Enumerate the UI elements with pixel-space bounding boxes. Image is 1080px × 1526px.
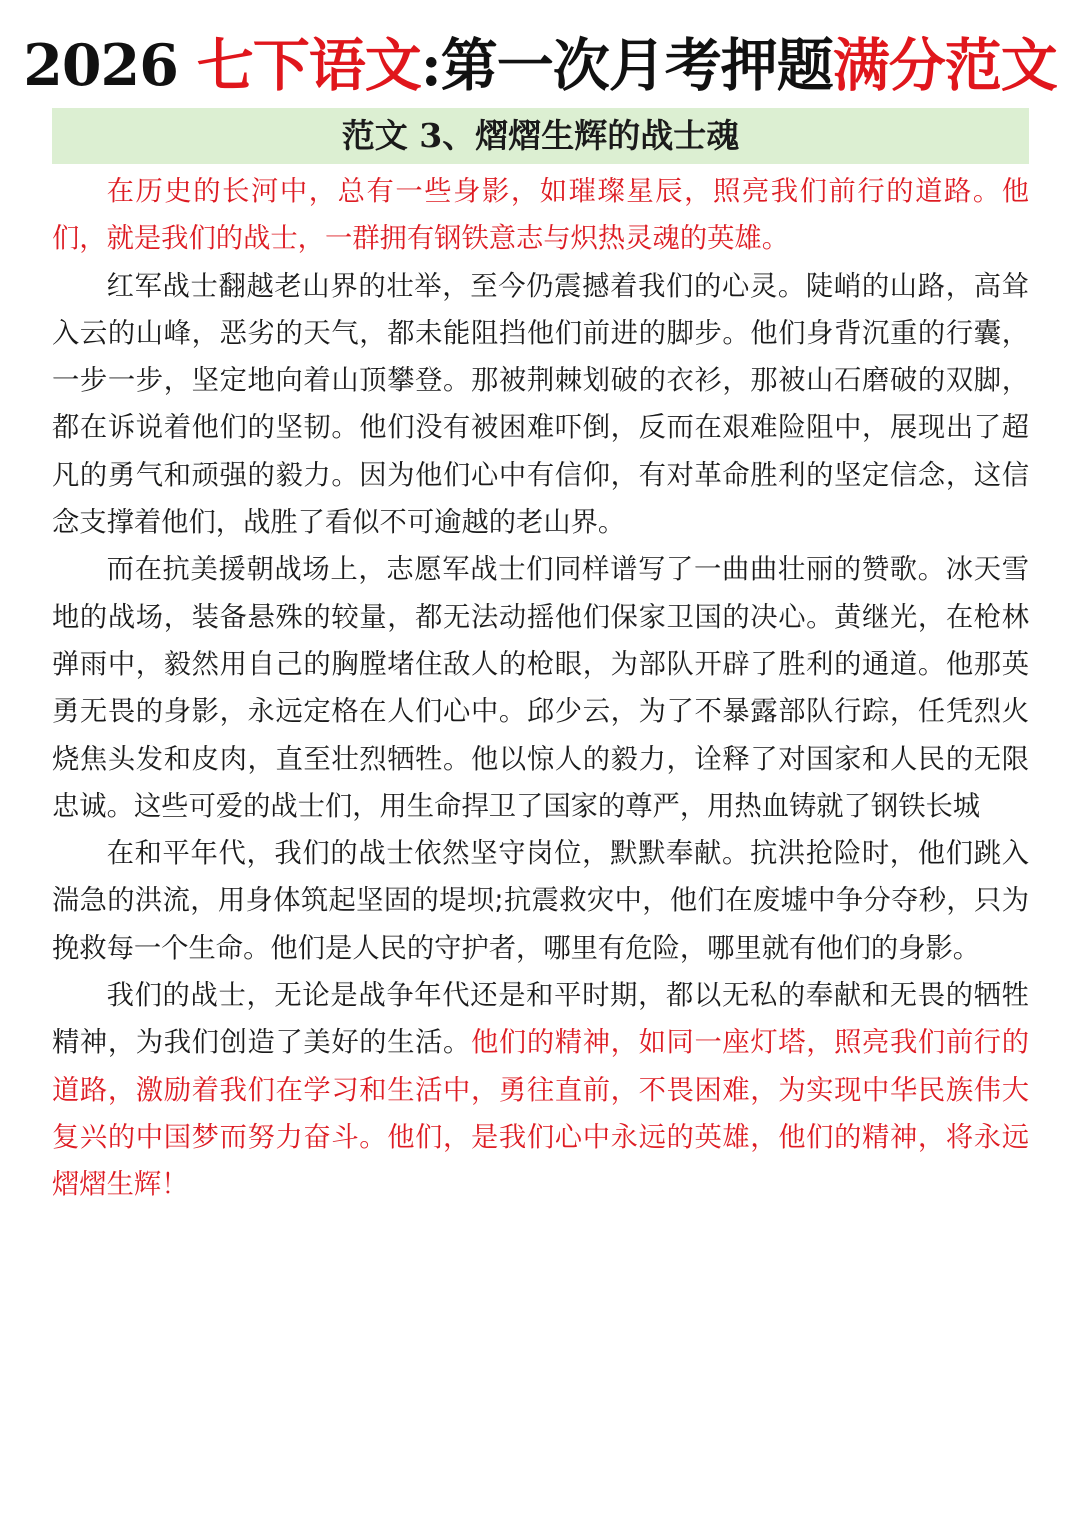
title-year: 2026 [23, 32, 197, 99]
paragraph-long-march: 红军战士翻越老山界的壮举，至今仍震撼着我们的心灵。陡峭的山路，高耸入云的山峰，恶劣的天气，都未能阻挡他们前进的脚步。他们身背沉重的行囊，一步一步，坚定地向着山顶攀登。那被荆棘划破的衣衫，那被山石磨破的双脚，都在诉说着他们的坚韧。他们没有被困难吓倒，反而在艰难险阻中，展现出了超凡的勇气和顽强的毅力。因为他们心中有信仰，有对革命胜利的坚定信念，这信念支撑着他们，战胜了看似不可逾越的老山界。 [52, 270, 1029, 539]
essay-subtitle: 范文 3、熠熠生辉的战士魂 [52, 108, 1029, 164]
conclusion-black-text: 我们的战士，无论是战争年代还是和平时期，都以无私的奉献和无畏的牺牲精神，为我们创造了美好的生活。 [52, 980, 1029, 1059]
paragraph-intro: 在历史的长河中，总有一些身影，如璀璨星辰，照亮我们前行的道路。他们，就是我们的战士，一群拥有钢铁意志与炽热灵魂的英雄。 [52, 176, 1029, 255]
title-tag: 满分范文 [832, 32, 1057, 99]
title-exam: :第一次月考押题 [420, 32, 833, 99]
title-subject: 七下语文 [196, 32, 421, 99]
paragraph-conclusion [52, 972, 1029, 1208]
paragraph-korean-war: 而在抗美援朝战场上，志愿军战士们同样谱写了一曲曲壮丽的赞歌。冰天雪地的战场，装备悬殊的较量，都无法动摇他们保家卫国的决心。黄继光，在枪林弹雨中，毅然用自己的胸膛堵住敌人的枪眼，为部队开辟了胜利的通道。他那英勇无畏的身影，永远定格在人们心中。邱少云，为了不暴露部队行踪，任凭烈火烧焦头发和皮肉，直至壮烈牺牲。他以惊人的毅力，诠释了对国家和人民的无限忠诚。这些可爱的战士们，用生命捍卫了国家的尊严，用热血铸就了钢铁长城 [52, 554, 1029, 822]
paragraph-peacetime: 在和平年代，我们的战士依然坚守岗位，默默奉献。抗洪抢险时，他们跳入湍急的洪流，用身体筑起坚固的堤坝;抗震救灾中，他们在废墟中争分夺秒，只为挽救每一个生命。他们是人民的守护者，哪里有危险，哪里就有他们的身影。 [52, 838, 1029, 964]
conclusion-red-text: 他们的精神，如同一座灯塔，照亮我们前行的道路，激励着我们在学习和生活中，勇往直前，不畏困难，为实现中华民族伟大复兴的中国梦而努力奋斗。他们，是我们心中永远的英雄，他们的精神，将永远熠熠生辉！ [52, 1027, 1030, 1201]
essay-body [52, 168, 1029, 1209]
page-title [0, 26, 1080, 106]
